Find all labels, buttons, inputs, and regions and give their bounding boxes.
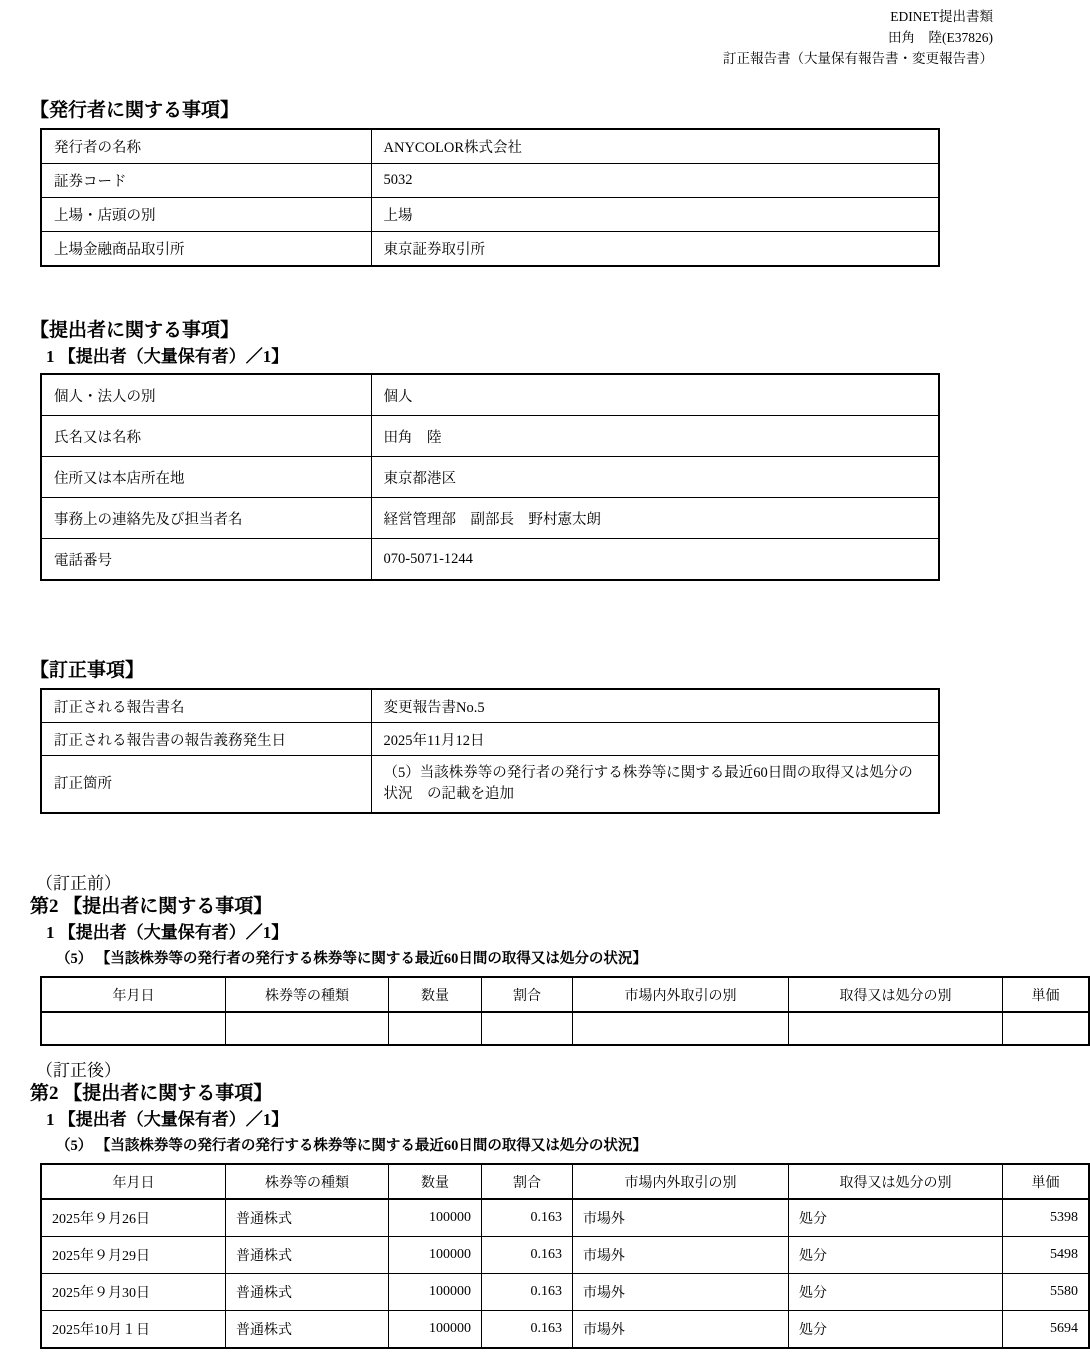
column-header: 単価: [1003, 1164, 1090, 1199]
column-header: 年月日: [41, 977, 226, 1012]
column-header: 数量: [389, 1164, 482, 1199]
column-header: 取得又は処分の別: [789, 977, 1003, 1012]
column-header: 数量: [389, 977, 482, 1012]
correction-section-title: 【訂正事項】: [30, 660, 145, 681]
table-row: [41, 689, 939, 723]
table-cell: 0.163: [482, 1199, 573, 1237]
row-label: 氏名又は名称: [41, 416, 371, 457]
table-cell: 市場外: [573, 1199, 789, 1237]
before-heading: 第2 【提出者に関する事項】: [30, 896, 273, 917]
before-transactions-table: [40, 976, 1090, 1046]
table-cell: [789, 1012, 1003, 1045]
table-row: [41, 416, 939, 457]
row-label: 事務上の連絡先及び担当者名: [41, 498, 371, 539]
after-table-title: （5） 【当該株券等の発行者の発行する株券等に関する最近60日間の取得又は処分の状況】: [56, 1138, 647, 1154]
column-header: 市場内外取引の別: [573, 977, 789, 1012]
table-row: [41, 1199, 1089, 1237]
after-heading: 第2 【提出者に関する事項】: [30, 1083, 273, 1104]
table-cell: 処分: [789, 1311, 1003, 1349]
table-cell: 処分: [789, 1237, 1003, 1274]
table-cell: 2025年10月１日: [41, 1311, 226, 1349]
table-cell: 100000: [389, 1311, 482, 1349]
table-cell: 2025年９月30日: [41, 1274, 226, 1311]
table-row: [41, 198, 939, 232]
row-label: 訂正箇所: [41, 756, 371, 814]
column-header: 年月日: [41, 1164, 226, 1199]
table-cell: 市場外: [573, 1237, 789, 1274]
row-label: 訂正される報告書の報告義務発生日: [41, 723, 371, 756]
table-cell: 5498: [1003, 1237, 1090, 1274]
row-label: 発行者の名称: [41, 129, 371, 164]
table-cell: 2025年９月29日: [41, 1237, 226, 1274]
row-label: 住所又は本店所在地: [41, 457, 371, 498]
table-cell: 5398: [1003, 1199, 1090, 1237]
table-cell: 普通株式: [226, 1237, 389, 1274]
table-cell: [1003, 1012, 1090, 1045]
row-value: 個人: [371, 374, 939, 416]
table-cell: 0.163: [482, 1274, 573, 1311]
row-value: 経営管理部 副部長 野村憲太朗: [371, 498, 939, 539]
column-header: 単価: [1003, 977, 1090, 1012]
table-cell: [482, 1012, 573, 1045]
table-cell: 100000: [389, 1199, 482, 1237]
row-value: 2025年11月12日: [371, 723, 939, 756]
table-row: [41, 1311, 1089, 1349]
table-cell: 5580: [1003, 1274, 1090, 1311]
row-label: 訂正される報告書名: [41, 689, 371, 723]
issuer-section-title: 【発行者に関する事項】: [30, 100, 240, 121]
row-value: 東京都港区: [371, 457, 939, 498]
table-row: [41, 539, 939, 581]
table-row: [41, 232, 939, 267]
table-cell: [573, 1012, 789, 1045]
table-row: [41, 498, 939, 539]
table-cell: [389, 1012, 482, 1045]
table-cell: 0.163: [482, 1311, 573, 1349]
row-value: 5032: [371, 164, 939, 198]
filing-header-filer: 田角 陸(E37826): [888, 30, 993, 45]
table-cell: 2025年９月26日: [41, 1199, 226, 1237]
table-cell: 処分: [789, 1199, 1003, 1237]
table-cell: [41, 1012, 226, 1045]
table-cell: 処分: [789, 1274, 1003, 1311]
table-cell: [226, 1012, 389, 1045]
issuer-table: [40, 128, 940, 267]
table-cell: 市場外: [573, 1274, 789, 1311]
table-cell: 普通株式: [226, 1274, 389, 1311]
table-row: [41, 723, 939, 756]
row-label: 個人・法人の別: [41, 374, 371, 416]
column-header: 株券等の種類: [226, 1164, 389, 1199]
row-value: 変更報告書No.5: [371, 689, 939, 723]
table-cell: 普通株式: [226, 1311, 389, 1349]
table-row: [41, 1237, 1089, 1274]
row-value: 上場: [371, 198, 939, 232]
before-subheading: 1 【提出者（大量保有者）／1】: [46, 923, 289, 942]
table-header-row: [41, 1164, 1089, 1199]
table-cell: 市場外: [573, 1311, 789, 1349]
column-header: 割合: [482, 977, 573, 1012]
filer-table: [40, 373, 940, 581]
table-cell: 100000: [389, 1274, 482, 1311]
filing-header: [0, 0, 1013, 69]
filing-header-report-title: 訂正報告書（大量保有報告書・変更報告書）: [723, 51, 993, 66]
table-row: [41, 374, 939, 416]
table-cell: 0.163: [482, 1237, 573, 1274]
row-label: 上場金融商品取引所: [41, 232, 371, 267]
table-row: [41, 457, 939, 498]
filer-section-subtitle: 1 【提出者（大量保有者）／1】: [46, 347, 289, 366]
table-row: [41, 756, 939, 814]
filer-section-title: 【提出者に関する事項】: [30, 320, 240, 341]
row-value: （5）当該株券等の発行者の発行する株券等に関する最近60日間の取得又は処分の状況 の記載を追加: [371, 756, 939, 814]
filing-header-doc-type: EDINET提出書類: [890, 9, 993, 24]
row-label: 電話番号: [41, 539, 371, 581]
after-label: （訂正後）: [36, 1061, 121, 1080]
row-label: 証券コード: [41, 164, 371, 198]
after-subheading: 1 【提出者（大量保有者）／1】: [46, 1110, 289, 1129]
column-header: 割合: [482, 1164, 573, 1199]
row-label: 上場・店頭の別: [41, 198, 371, 232]
table-row: [41, 129, 939, 164]
table-header-row: [41, 977, 1089, 1012]
table-row: [41, 164, 939, 198]
table-cell: 5694: [1003, 1311, 1090, 1349]
table-cell: 100000: [389, 1237, 482, 1274]
correction-table: [40, 688, 940, 814]
table-row-empty: [41, 1012, 1089, 1045]
column-header: 取得又は処分の別: [789, 1164, 1003, 1199]
table-row: [41, 1274, 1089, 1311]
row-value: 東京証券取引所: [371, 232, 939, 267]
row-value: ANYCOLOR株式会社: [371, 129, 939, 164]
before-label: （訂正前）: [36, 874, 121, 893]
table-cell: 普通株式: [226, 1199, 389, 1237]
column-header: 株券等の種類: [226, 977, 389, 1012]
before-table-title: （5） 【当該株券等の発行者の発行する株券等に関する最近60日間の取得又は処分の状況】: [56, 951, 647, 967]
after-transactions-table: [40, 1163, 1090, 1349]
row-value: 田角 陸: [371, 416, 939, 457]
column-header: 市場内外取引の別: [573, 1164, 789, 1199]
row-value: 070-5071-1244: [371, 539, 939, 581]
